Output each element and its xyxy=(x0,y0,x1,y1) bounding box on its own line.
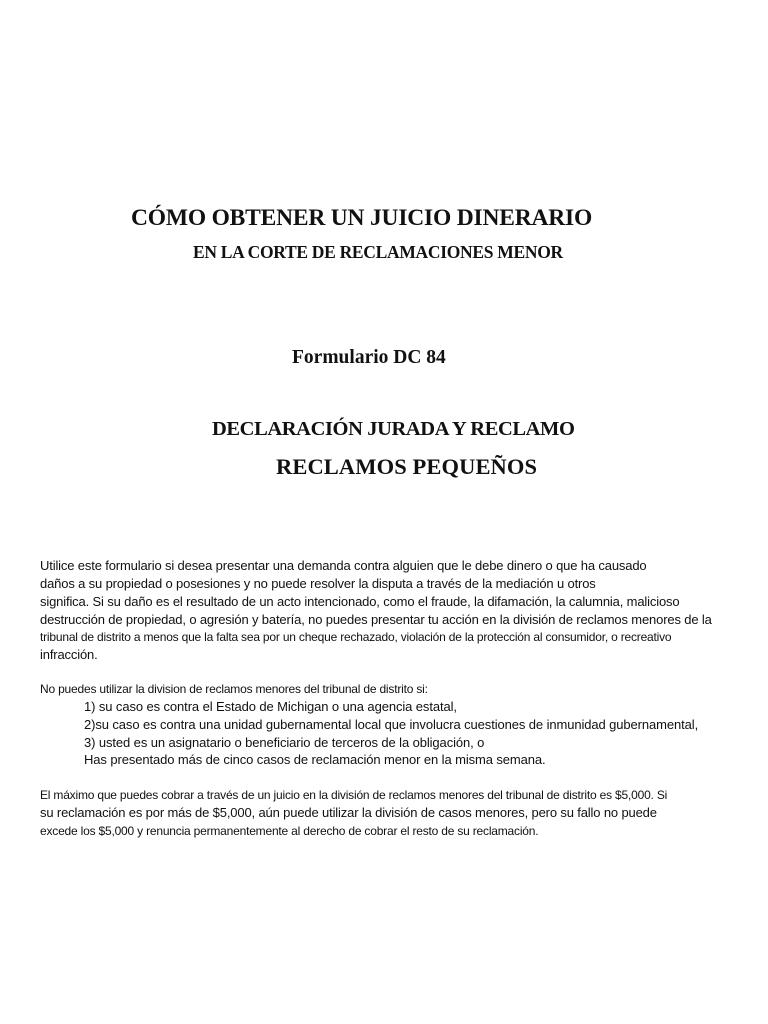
intro-line: infracción. xyxy=(40,647,98,662)
intro-line: Utilice este formulario si desea presentar una demanda contra alguien que le debe dinero o que ha causado xyxy=(40,558,647,573)
intro-line: daños a su propiedad o posesiones y no puede resolver la disputa a través de la mediación u otros xyxy=(40,576,596,591)
restriction-item: 2)su caso es contra una unidad gubernamental local que involucra cuestiones de inmunidad gubernamental, xyxy=(84,717,699,732)
restrictions-intro: No puedes utilizar la division de reclamos menores del tribunal de distrito si: xyxy=(40,682,428,696)
restriction-item: 1) su caso es contra el Estado de Michigan o una agencia estatal, xyxy=(84,699,457,714)
document-subtitle: EN LA CORTE DE RECLAMACIONES MENOR xyxy=(193,242,563,262)
document-title: CÓMO OBTENER UN JUICIO DINERARIO xyxy=(131,205,593,231)
restriction-item: Has presentado más de cinco casos de reclamación menor en la misma semana. xyxy=(84,752,546,767)
limit-line: excede los $5,000 y renuncia permanentemente al derecho de cobrar el resto de su reclamación. xyxy=(40,824,539,838)
intro-line: destrucción de propiedad, o agresión y batería, no puedes presentar tu acción en la división de reclamos menores de la xyxy=(40,612,712,627)
intro-line: tribunal de distrito a menos que la falta sea por un cheque rechazado, violación de la protección al consumidor, o recreativo xyxy=(40,630,672,644)
section-subtitle: RECLAMOS PEQUEÑOS xyxy=(276,454,538,479)
limit-line: su reclamación es por más de $5,000, aún puede utilizar la división de casos menores, pero su fallo no puede xyxy=(40,805,657,820)
section-title: DECLARACIÓN JURADA Y RECLAMO xyxy=(212,418,575,440)
intro-line: significa. Si su daño es el resultado de un acto intencionado, como el fraude, la difamación, la calumnia, malicioso xyxy=(40,594,680,609)
limit-line: El máximo que puedes cobrar a través de un juicio en la división de reclamos menores del tribunal de distrito es $5,000. Si xyxy=(40,788,668,802)
form-number: Formulario DC 84 xyxy=(292,347,446,368)
restriction-item: 3) usted es un asignatario o beneficiario de terceros de la obligación, o xyxy=(84,735,485,750)
